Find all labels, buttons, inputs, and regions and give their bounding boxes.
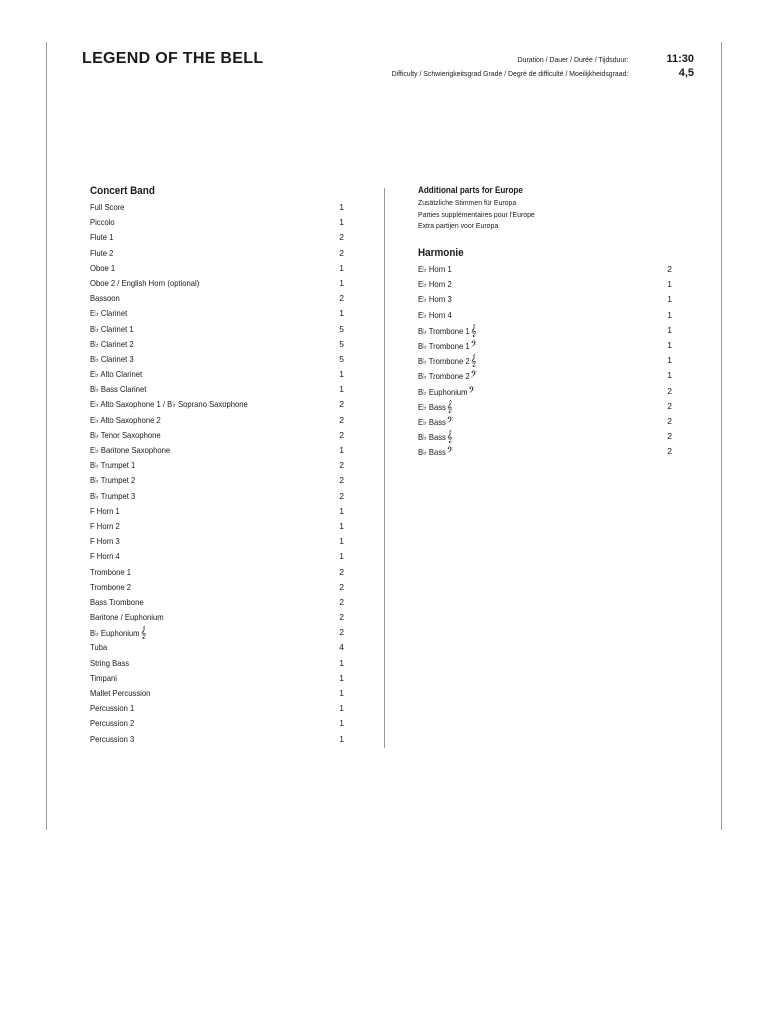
part-name-text: Piccolo [90, 217, 115, 228]
part-name-text: B♭ Bass [418, 447, 446, 458]
part-name [90, 519, 120, 534]
part-name-text: B♭ Clarinet 2 [90, 338, 134, 349]
part-name-text: Tuba [90, 642, 108, 653]
part-row [90, 504, 350, 519]
part-row [418, 414, 678, 429]
part-row [90, 610, 350, 625]
part-row [418, 338, 678, 353]
part-row [90, 580, 350, 595]
part-name-text: F Horn 1 [90, 505, 120, 516]
part-row [90, 701, 350, 716]
part-name-text: B♭ Euphonium [90, 628, 140, 639]
part-name [418, 262, 452, 277]
part-name [90, 565, 131, 580]
part-row [90, 337, 350, 352]
part-name [90, 306, 127, 321]
part-name-text: Bass Trombone [90, 596, 144, 607]
part-name [418, 399, 453, 415]
part-count: 2 [339, 399, 344, 410]
part-name [90, 732, 134, 747]
part-name-text: Timpani [90, 672, 117, 683]
part-row [90, 352, 350, 367]
part-name-text: E♭ Bass [418, 401, 446, 412]
part-name [90, 701, 134, 716]
part-count: 1 [339, 445, 344, 455]
part-count: 2 [339, 627, 344, 638]
europe-translation-nl: Extra partijen voor Europa [418, 221, 499, 230]
part-count: 2 [339, 460, 344, 471]
part-name [418, 368, 477, 384]
treble-clef-icon: 𝄞 [446, 399, 453, 413]
part-name-text: B♭ Euphonium [418, 386, 468, 397]
part-name-text: B♭ Clarinet 1 [90, 323, 134, 334]
part-name-text: F Horn 4 [90, 551, 120, 562]
part-name-text: Baritone / Euphonium [90, 612, 164, 623]
part-count: 2 [667, 264, 672, 274]
difficulty-label: Difficulty / Schwierigkeitsgrad Grade / Degré de difficulté / Moeilijkheidsgraad: [391, 69, 628, 78]
part-row [418, 262, 678, 277]
right-margin-rule [721, 42, 722, 830]
part-name-text: Oboe 2 / English Horn (optional) [90, 277, 200, 288]
part-name-text: E♭ Alto Saxophone 1 / B♭ Soprano Saxophone [90, 399, 248, 410]
part-row [90, 413, 350, 428]
part-count: 1 [339, 369, 344, 380]
part-count: 1 [339, 384, 344, 395]
part-name [90, 322, 134, 337]
part-name [418, 384, 475, 400]
part-row [418, 399, 678, 414]
part-row [90, 443, 350, 458]
duration-label: Duration / Dauer / Durée / Tijdsduur: [517, 55, 628, 64]
part-name-text: F Horn 3 [90, 536, 120, 547]
part-count: 1 [339, 703, 344, 714]
part-row [90, 716, 350, 731]
part-name-text: B♭ Trumpet 1 [90, 460, 136, 471]
part-row [418, 368, 678, 383]
part-row [418, 384, 678, 399]
part-row [90, 686, 350, 701]
part-row [418, 277, 678, 292]
harmonie-heading: Harmonie [418, 247, 464, 259]
part-name-text: Oboe 1 [90, 262, 116, 273]
part-name-text: B♭ Trumpet 2 [90, 475, 136, 486]
part-count: 2 [339, 232, 344, 243]
part-name [90, 473, 135, 488]
part-row [90, 322, 350, 337]
part-row [90, 246, 350, 261]
part-name [90, 580, 131, 595]
part-count: 2 [339, 566, 344, 577]
part-name [418, 429, 453, 445]
part-name [418, 292, 452, 307]
part-count: 2 [339, 612, 344, 623]
part-row [90, 428, 350, 443]
part-count: 1 [667, 355, 672, 366]
part-row [90, 458, 350, 473]
part-name-text: Trombone 1 [90, 566, 131, 577]
part-name-text: E♭ Baritone Saxophone [90, 445, 171, 455]
part-name [418, 444, 453, 460]
part-name-text: B♭ Trumpet 3 [90, 490, 136, 501]
part-name [90, 413, 161, 428]
part-name-text: B♭ Bass Clarinet [90, 384, 147, 395]
part-count: 1 [667, 370, 672, 381]
part-row [418, 444, 678, 459]
part-name-text: F Horn 2 [90, 520, 120, 531]
part-name [418, 277, 452, 292]
part-name [90, 458, 135, 473]
part-name [90, 352, 134, 367]
part-name-text: E♭ Clarinet [90, 308, 128, 319]
part-count: 2 [667, 400, 672, 411]
treble-clef-icon: 𝄞 [470, 354, 477, 368]
part-count: 2 [339, 581, 344, 592]
part-count: 1 [339, 505, 344, 516]
part-name [418, 353, 476, 369]
part-name-text: B♭ Trombone 1 [418, 325, 470, 336]
part-row [418, 323, 678, 338]
bass-clef-icon: 𝄢 [446, 445, 454, 459]
part-name [90, 716, 134, 731]
part-name [418, 323, 476, 339]
part-count: 1 [339, 202, 344, 212]
bass-clef-icon: 𝄢 [468, 384, 475, 398]
part-row [418, 353, 678, 368]
europe-translation-fr: Parties supplémentaires pour l'Europe [418, 209, 535, 219]
part-name [90, 291, 120, 306]
part-name [90, 367, 142, 382]
bass-clef-icon: 𝄢 [470, 369, 477, 383]
part-name-text: E♭ Horn 4 [418, 309, 452, 320]
part-name [90, 549, 120, 564]
part-name-text: E♭ Horn 1 [418, 264, 452, 274]
part-row [90, 489, 350, 504]
bass-clef-icon: 𝄢 [446, 414, 454, 428]
part-count: 2 [339, 475, 344, 486]
part-name-text: E♭ Alto Saxophone 2 [90, 414, 161, 425]
part-name [90, 246, 113, 261]
part-count: 2 [339, 490, 344, 501]
part-count: 1 [667, 339, 672, 350]
part-name-text: String Bass [90, 657, 130, 668]
part-row [90, 595, 350, 610]
part-count: 2 [339, 293, 344, 304]
part-count: 2 [339, 414, 344, 425]
part-name-text: B♭ Clarinet 3 [90, 353, 134, 364]
part-count: 1 [339, 718, 344, 729]
part-row [90, 306, 350, 321]
part-name [90, 534, 120, 549]
part-name-text: Bassoon [90, 293, 120, 304]
part-name-text: E♭ Bass [418, 416, 446, 427]
part-name [90, 686, 150, 701]
part-name [90, 489, 135, 504]
part-name-text: B♭ Trombone 1 [418, 340, 470, 351]
part-name [90, 443, 170, 458]
treble-clef-icon: 𝄞 [446, 430, 453, 444]
part-count: 2 [667, 385, 672, 396]
part-row [90, 549, 350, 564]
part-name [90, 382, 146, 397]
part-name-text: B♭ Bass [418, 432, 446, 443]
part-name [90, 397, 248, 412]
part-name-text: B♭ Trombone 2 [418, 356, 470, 367]
europe-translation-de: Zusätzliche Stimmen für Europa [418, 198, 517, 207]
part-name-text: B♭ Tenor Saxophone [90, 429, 161, 440]
page-title: LEGEND OF THE BELL [82, 50, 264, 67]
europe-heading: Additional parts for Europe [418, 185, 523, 195]
left-margin-rule [46, 42, 47, 830]
part-name-text: B♭ Trombone 2 [418, 371, 470, 382]
part-row [90, 640, 350, 655]
part-count: 1 [339, 733, 344, 744]
part-row [90, 382, 350, 397]
part-count: 1 [667, 279, 672, 290]
part-count: 4 [339, 642, 344, 653]
part-row [90, 671, 350, 686]
part-count: 5 [339, 338, 344, 349]
part-count: 1 [339, 672, 344, 683]
concert-band-part-list [90, 200, 350, 747]
part-count: 1 [667, 324, 672, 335]
part-row [418, 292, 678, 307]
part-count: 2 [667, 446, 672, 457]
part-row [90, 732, 350, 747]
part-row [418, 429, 678, 444]
part-count: 1 [667, 309, 672, 320]
part-row [90, 519, 350, 534]
part-name [90, 261, 115, 276]
part-name-text: E♭ Horn 2 [418, 279, 452, 290]
part-name [90, 504, 120, 519]
part-count: 2 [667, 415, 672, 426]
part-name-text: Flute 2 [90, 247, 114, 258]
part-row [90, 534, 350, 549]
part-name-text: Percussion 3 [90, 733, 135, 744]
part-count: 2 [667, 431, 672, 442]
column-divider [384, 188, 385, 748]
part-name [90, 200, 124, 215]
part-name-text: Full Score [90, 202, 125, 212]
part-count: 1 [339, 520, 344, 531]
part-name-text: Flute 1 [90, 232, 114, 243]
part-count: 2 [339, 596, 344, 607]
part-count: 1 [339, 277, 344, 288]
part-count: 2 [339, 247, 344, 258]
difficulty-value: 4,5 [678, 67, 694, 79]
part-name [90, 230, 113, 245]
duration-value: 11:30 [666, 53, 694, 65]
part-name [90, 671, 117, 686]
part-count: 2 [339, 429, 344, 440]
treble-clef-icon: 𝄞 [140, 626, 147, 640]
part-count: 1 [339, 551, 344, 562]
part-row [90, 473, 350, 488]
part-name [90, 640, 107, 655]
part-name [418, 414, 453, 430]
part-name [90, 428, 161, 443]
part-count: 5 [339, 323, 344, 334]
part-row [90, 215, 350, 230]
part-count: 5 [339, 353, 344, 364]
part-row [90, 261, 350, 276]
part-row [90, 397, 350, 412]
harmonie-part-list [418, 262, 678, 459]
part-name [90, 276, 199, 291]
part-row [90, 656, 350, 671]
part-count: 1 [339, 657, 344, 668]
part-row [418, 308, 678, 323]
part-row [90, 565, 350, 580]
part-name-text: Mallet Percussion [90, 688, 151, 698]
part-name-text: Percussion 2 [90, 718, 135, 729]
part-name [90, 625, 146, 641]
part-count: 1 [339, 308, 344, 319]
part-name [90, 656, 129, 671]
part-row [90, 625, 350, 640]
part-row [90, 230, 350, 245]
part-count: 1 [339, 536, 344, 547]
part-name-text: Trombone 2 [90, 581, 131, 592]
part-name-text: Percussion 1 [90, 703, 135, 714]
part-name [90, 215, 115, 230]
part-row [90, 276, 350, 291]
part-name [418, 308, 452, 323]
concert-band-heading: Concert Band [90, 185, 155, 197]
part-count: 1 [339, 262, 344, 273]
part-row [90, 367, 350, 382]
part-name [90, 595, 144, 610]
part-count: 1 [339, 688, 344, 698]
bass-clef-icon: 𝄢 [470, 338, 477, 352]
part-count: 1 [667, 294, 672, 305]
part-row [90, 200, 350, 215]
part-name [418, 338, 477, 354]
part-name-text: E♭ Horn 3 [418, 294, 452, 305]
part-name-text: E♭ Alto Clarinet [90, 369, 143, 380]
part-count: 1 [339, 217, 344, 228]
treble-clef-icon: 𝄞 [470, 323, 477, 337]
part-row [90, 291, 350, 306]
part-name [90, 337, 134, 352]
part-name [90, 610, 164, 625]
